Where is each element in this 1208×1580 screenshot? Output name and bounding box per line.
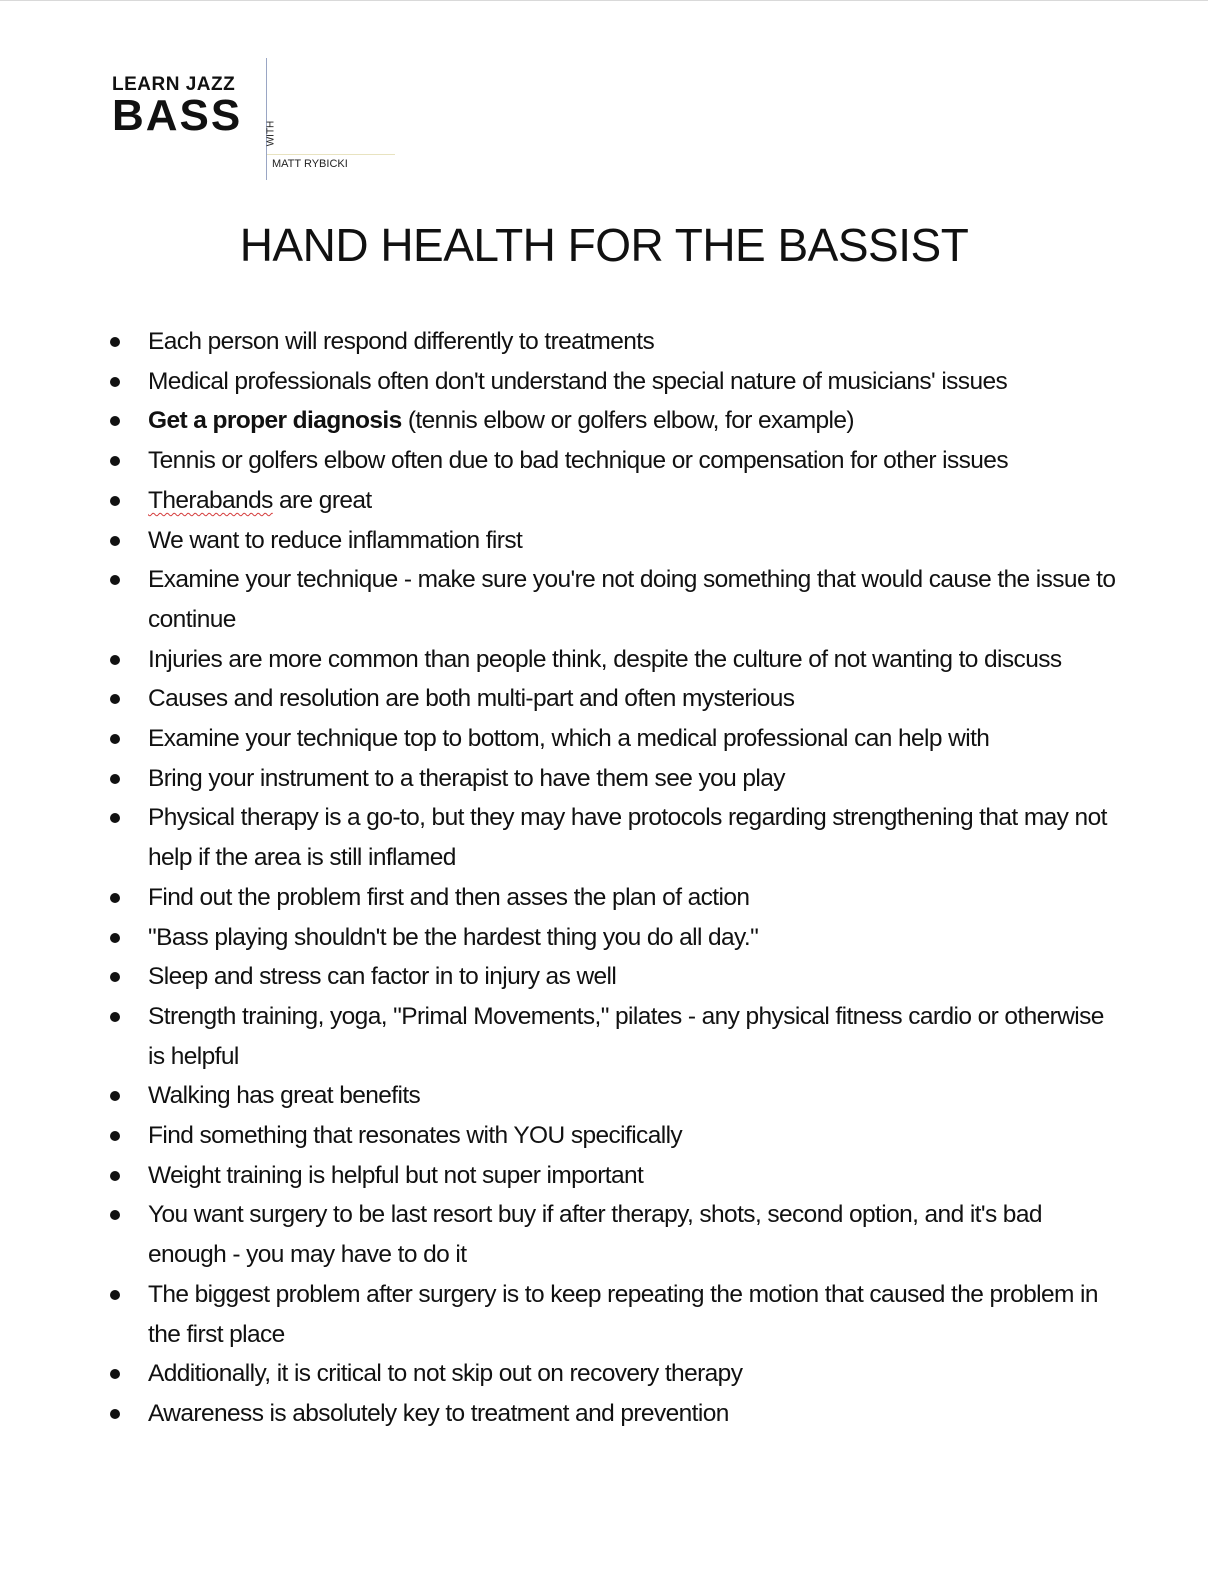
bullet-item	[110, 1195, 1120, 1274]
bullet-body-text: Tennis or golfers elbow often due to bad technique or compensation for other issues	[148, 447, 1008, 475]
bullet-dot-icon	[110, 337, 120, 347]
bullet-dot-icon	[110, 1091, 120, 1101]
bullet-item	[110, 918, 1120, 958]
bullet-dot-icon	[110, 893, 120, 903]
bullet-body-text: Weight training is helpful but not super important	[148, 1161, 644, 1189]
bullet-dot-icon	[110, 456, 120, 466]
bullet-dot-icon	[110, 1409, 120, 1419]
bullet-dot-icon	[110, 377, 120, 387]
bullet-item	[110, 1076, 1120, 1116]
bullet-item	[110, 322, 1120, 362]
bullet-text	[148, 560, 1120, 639]
bullet-item	[110, 679, 1120, 719]
bullet-body-text: Awareness is absolutely key to treatment and prevention	[148, 1399, 729, 1427]
bullet-body-text: Causes and resolution are both multi-part and often mysterious	[148, 685, 795, 713]
bullet-item	[110, 1354, 1120, 1394]
bullet-dot-icon	[110, 536, 120, 546]
bullet-text	[148, 1354, 1120, 1394]
bullet-item	[110, 1116, 1120, 1156]
bullet-item	[110, 957, 1120, 997]
bullet-dot-icon	[110, 416, 120, 426]
bullet-item	[110, 521, 1120, 561]
bullet-dot-icon	[110, 1369, 120, 1379]
bullet-text	[148, 1394, 1120, 1434]
bullet-body-text: Additionally, it is critical to not skip out on recovery therapy	[148, 1360, 743, 1388]
bullet-body-text: Walking has great benefits	[148, 1082, 421, 1110]
bullet-body-text: Examine your technique - make sure you're not doing something that would cause the issue to continue	[148, 566, 1116, 633]
spellcheck-flagged-word: Therabands	[148, 486, 273, 514]
bullet-item	[110, 560, 1120, 639]
bullet-item	[110, 997, 1120, 1076]
logo-line-learn-jazz: LEARN JAZZ	[112, 74, 236, 95]
bullet-body-text: are great	[272, 486, 372, 514]
bullet-body-text: Medical professionals often don't understand the special nature of musicians' issues	[148, 367, 1008, 395]
bullet-text	[148, 481, 1120, 521]
bullet-body-text: Sleep and stress can factor in to injury as well	[148, 963, 617, 991]
bullet-bold-text: Get a proper diagnosis	[148, 407, 402, 435]
bullet-text	[148, 997, 1120, 1076]
bullet-body-text: Find out the problem first and then asses the plan of action	[148, 883, 750, 911]
bullet-dot-icon	[110, 496, 120, 506]
document-title: HAND HEALTH FOR THE BASSIST	[239, 219, 969, 271]
bullet-item	[110, 481, 1120, 521]
bullet-item	[110, 1394, 1120, 1434]
bullet-text	[148, 1195, 1120, 1274]
logo-divider-vertical	[266, 58, 267, 180]
bullet-body-text: The biggest problem after surgery is to keep repeating the motion that caused the problem in the first place	[148, 1280, 1098, 1348]
bullet-item	[110, 798, 1120, 877]
bullet-item	[110, 759, 1120, 799]
bullet-item	[110, 640, 1120, 680]
bullet-dot-icon	[110, 972, 120, 982]
bullet-body-text: We want to reduce inflammation first	[148, 526, 523, 554]
bullet-text	[148, 322, 1120, 362]
bullet-dot-icon	[110, 575, 120, 585]
bullet-body-text: Find something that resonates with YOU specifically	[148, 1122, 683, 1150]
bullet-text	[148, 1156, 1120, 1196]
bullet-dot-icon	[110, 1012, 120, 1022]
bullet-dot-icon	[110, 1171, 120, 1181]
bullet-text	[148, 918, 1120, 958]
bullet-body-text: Strength training, yoga, "Primal Movements," pilates - any physical fitness cardio or otherwise is helpful	[148, 1002, 1104, 1070]
bullet-body-text: (tennis elbow or golfers elbow, for example)	[401, 407, 854, 435]
bullet-body-text: "Bass playing shouldn't be the hardest thing you do all day."	[148, 923, 759, 951]
bullet-text	[148, 719, 1120, 759]
bullet-text	[148, 640, 1120, 680]
bullet-body-text: You want surgery to be last resort buy if after therapy, shots, second option, and it's bad enough - you may have to do it	[148, 1201, 1042, 1269]
bullet-text	[148, 1076, 1120, 1116]
bullet-text	[148, 679, 1120, 719]
logo-line-bass: BASS	[112, 91, 243, 140]
bullet-text	[148, 759, 1120, 799]
bullet-text	[148, 1275, 1120, 1354]
bullet-dot-icon	[110, 655, 120, 665]
bullet-dot-icon	[110, 1290, 120, 1300]
bullet-text	[148, 798, 1120, 877]
bullet-dot-icon	[110, 933, 120, 943]
bullet-body-text: Injuries are more common than people think, despite the culture of not wanting to discuss	[148, 645, 1062, 673]
bullet-item	[110, 1156, 1120, 1196]
bullet-text	[148, 878, 1120, 918]
bullet-dot-icon	[110, 734, 120, 744]
bullet-item	[110, 401, 1120, 441]
bullet-item	[110, 1275, 1120, 1354]
logo-author-name: MATT RYBICKI	[272, 158, 348, 170]
bullet-dot-icon	[110, 774, 120, 784]
bullet-text	[148, 957, 1120, 997]
bullet-text	[148, 441, 1120, 481]
logo-with-label: WITH	[265, 120, 277, 147]
bullet-item	[110, 362, 1120, 402]
bullet-dot-icon	[110, 694, 120, 704]
bullet-dot-icon	[110, 1131, 120, 1141]
logo-divider-horizontal	[267, 154, 395, 155]
bullet-text	[148, 362, 1120, 402]
bullet-item	[110, 719, 1120, 759]
bullet-item	[110, 878, 1120, 918]
bullet-text	[148, 521, 1120, 561]
bullet-item	[110, 441, 1120, 481]
bullet-dot-icon	[110, 1210, 120, 1220]
page-top-border	[0, 0, 1208, 1]
bullet-body-text: Examine your technique top to bottom, which a medical professional can help with	[148, 725, 990, 753]
bullet-list	[110, 322, 1120, 1434]
bullet-body-text: Bring your instrument to a therapist to have them see you play	[148, 764, 785, 792]
bullet-text	[148, 1116, 1120, 1156]
bullet-body-text: Each person will respond differently to treatments	[148, 328, 655, 355]
bullet-text	[148, 401, 1120, 441]
learn-jazz-bass-logo	[112, 72, 412, 182]
bullet-body-text: Physical therapy is a go-to, but they may have protocols regarding strengthening that may not help if the area is still inflamed	[148, 804, 1107, 872]
bullet-dot-icon	[110, 813, 120, 823]
